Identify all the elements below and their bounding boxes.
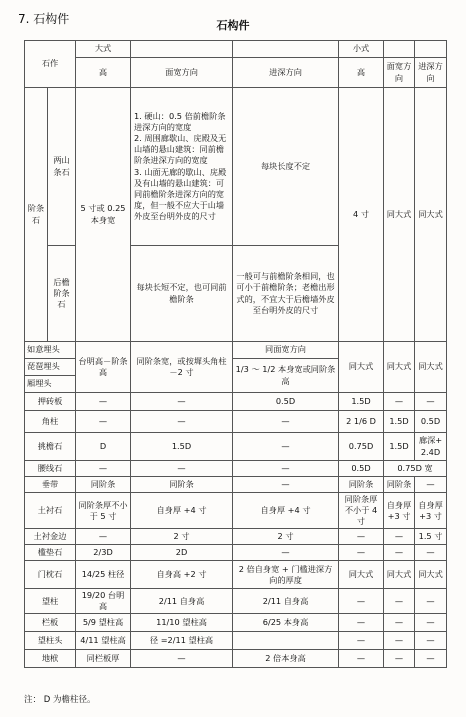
cell-depth: 2/11 自身高: [233, 589, 339, 614]
header-blank-3: [384, 41, 415, 58]
cell-width: 径 =2/11 望柱高: [131, 632, 233, 650]
cell-small-depth: —: [415, 614, 447, 632]
header-height: 高: [76, 58, 131, 88]
header-small-style: 小式: [339, 41, 384, 58]
header-depth-direction: 进深方向: [233, 58, 339, 88]
cell-small-height: —: [339, 650, 384, 668]
table-row: [25, 545, 447, 561]
maitou-depth-bottom: 1/3 ～ 1/2 本身宽或同阶条高: [233, 359, 339, 393]
row-label: 腰线石: [25, 461, 76, 477]
header-small-depth: 进深方向: [415, 58, 447, 88]
cell-small-depth: 同大式: [415, 561, 447, 589]
stone-components-table: [24, 40, 447, 668]
table-row: [25, 493, 447, 529]
jietiaoshi-small-depth: 同大式: [415, 88, 447, 342]
cell-height: —: [76, 393, 131, 411]
table-row-ruyi-maitou: [25, 342, 447, 359]
cell-depth: 2 倍自身宽 + 门槛进深方向的厚度: [233, 561, 339, 589]
table-row: [25, 561, 447, 589]
cell-width: 2 寸: [131, 529, 233, 545]
cell-small-depth: 0.5D: [415, 411, 447, 433]
cell-small-height: —: [339, 589, 384, 614]
row-label: 挑檐石: [25, 433, 76, 461]
cell-small-depth: —: [415, 393, 447, 411]
cell-width: —: [131, 650, 233, 668]
table-row: [25, 589, 447, 614]
cell-small-width: 自身厚+3 寸: [384, 493, 415, 529]
cell-width: 2D: [131, 545, 233, 561]
cell-width: —: [131, 393, 233, 411]
table-row: [25, 529, 447, 545]
cell-small-width: 同阶条: [384, 477, 415, 493]
footnote: 注： D 为檐柱径。: [24, 695, 96, 705]
cell-width: 2/11 自身高: [131, 589, 233, 614]
header-small-width: 面宽方向: [384, 58, 415, 88]
row-label: 土衬石: [25, 493, 76, 529]
cell-small-height: —: [339, 529, 384, 545]
cell-small-depth: —: [415, 545, 447, 561]
cell-depth: 2 寸: [233, 529, 339, 545]
header-small-height: 高: [339, 58, 384, 88]
cell-depth: 0.5D: [233, 393, 339, 411]
row-label: 望柱头: [25, 632, 76, 650]
cell-small-width: 1.5D: [384, 411, 415, 433]
jietiaoshi-depth-text-2: 一般可与前檐阶条相同，也可小于前檐阶条；老檐出形式的，不宜大于后檐墙外皮至台明外皮的尺寸: [233, 246, 339, 342]
cell-height: —: [76, 529, 131, 545]
cell-small-width: —: [384, 614, 415, 632]
cell-width: 11/10 望柱高: [131, 614, 233, 632]
header-blank-2: [233, 41, 339, 58]
cell-small-width: —: [384, 632, 415, 650]
cell-width: 1.5D: [131, 433, 233, 461]
cell-small-height: 同阶条厚不小于 4 寸: [339, 493, 384, 529]
cell-height: 19/20 台明高: [76, 589, 131, 614]
cell-small-depth: 1.5 寸: [415, 529, 447, 545]
row-label: 土衬金边: [25, 529, 76, 545]
cell-height: 4/11 望柱高: [76, 632, 131, 650]
jietiaoshi-small-height: 4 寸: [339, 88, 384, 342]
cell-small-width: —: [384, 545, 415, 561]
cell-height: 5/9 望柱高: [76, 614, 131, 632]
cell-small-height: 0.5D: [339, 461, 384, 477]
cell-small-depth: —: [415, 477, 447, 493]
cell-height: 2/3D: [76, 545, 131, 561]
cell-small-width: 同大式: [384, 561, 415, 589]
cell-small-width: —: [384, 393, 415, 411]
cell-small-width-depth: 0.75D 宽: [384, 461, 447, 477]
cell-small-height: 1.5D: [339, 393, 384, 411]
jietiaoshi-height: 5 寸或 0.25 本身宽: [76, 88, 131, 342]
header-row-2: [25, 58, 447, 88]
cell-small-depth: —: [415, 589, 447, 614]
row-label: 门枕石: [25, 561, 76, 589]
row-label: 垂带: [25, 477, 76, 493]
sub-label-houyan: 后檐阶条石: [48, 246, 76, 342]
row-label: 槛垫石: [25, 545, 76, 561]
table-row-jietiaoshi-1: [25, 88, 447, 246]
cell-small-depth: 自身厚+3 寸: [415, 493, 447, 529]
cell-small-height: 同大式: [339, 561, 384, 589]
cell-depth: —: [233, 433, 339, 461]
cell-small-height: 2 1/6 D: [339, 411, 384, 433]
table-row: [25, 433, 447, 461]
cell-small-height: 同阶条: [339, 477, 384, 493]
cell-small-width: —: [384, 650, 415, 668]
cell-height: 14/25 柱径: [76, 561, 131, 589]
cell-small-width: 1.5D: [384, 433, 415, 461]
table-row: [25, 393, 447, 411]
maitou-height: 台明高－阶条高: [76, 342, 131, 393]
maitou-depth-top: 同面宽方向: [233, 342, 339, 359]
cell-height: 同阶条厚不小于 5 寸: [76, 493, 131, 529]
cell-height: D: [76, 433, 131, 461]
cell-height: 同阶条: [76, 477, 131, 493]
row-label-pipa-maitou: 琵琶埋头: [25, 359, 76, 376]
maitou-small-width: 同大式: [384, 342, 415, 393]
section-title: 7. 石构件: [18, 12, 70, 26]
row-label-ruyi-maitou: 如意埋头: [25, 342, 76, 359]
cell-height: —: [76, 461, 131, 477]
table-row: [25, 632, 447, 650]
jietiaoshi-width-text: 1. 硬山：0.5 倍前檐阶条进深方向的宽度 2. 周围廊歇山、庑殿及无山墙的悬山建筑：同前檐阶条进深方向的宽度 3. 山面无廊的歇山、庑殿及有山墙的悬山建筑：可同前檐阶条进深方向的宽度，但一般不应大于山墙外皮至台明外皮的尺寸: [131, 88, 233, 246]
cell-small-width: —: [384, 529, 415, 545]
cell-depth: [233, 632, 339, 650]
cell-depth: —: [233, 411, 339, 433]
jietiaoshi-depth-text-1: 每块长度不定: [233, 88, 339, 246]
cell-depth: —: [233, 477, 339, 493]
header-stonework: 石作: [25, 41, 76, 88]
cell-depth: 2 倍本身高: [233, 650, 339, 668]
row-label: 地栿: [25, 650, 76, 668]
table-row: [25, 477, 447, 493]
row-label: 押砖板: [25, 393, 76, 411]
cell-small-height: 0.75D: [339, 433, 384, 461]
row-label-xiang-maitou: 厢埋头: [25, 376, 76, 393]
cell-width: —: [131, 461, 233, 477]
cell-small-width: —: [384, 589, 415, 614]
header-blank-4: [415, 41, 447, 58]
cell-small-depth: —: [415, 632, 447, 650]
maitou-small-height: 同大式: [339, 342, 384, 393]
table-row: [25, 411, 447, 433]
jietiaoshi-width-text-2: 每块长短不定，也可同前檐阶条: [131, 246, 233, 342]
cell-small-depth: 廊深+2.4D: [415, 433, 447, 461]
cell-small-height: —: [339, 632, 384, 650]
cell-width: 自身高 +2 寸: [131, 561, 233, 589]
header-large-style: 大式: [76, 41, 131, 58]
header-blank-1: [131, 41, 233, 58]
cell-small-depth: —: [415, 650, 447, 668]
cell-height: 同栏板厚: [76, 650, 131, 668]
row-label: 角柱: [25, 411, 76, 433]
maitou-small-depth: 同大式: [415, 342, 447, 393]
row-label: 栏板: [25, 614, 76, 632]
cell-width: 自身厚 +4 寸: [131, 493, 233, 529]
sub-label-liangshan: 两山条石: [48, 88, 76, 246]
row-label: 望柱: [25, 589, 76, 614]
cell-depth: 6/25 本身高: [233, 614, 339, 632]
header-row-1: [25, 41, 447, 58]
maitou-width: 同阶条宽，或按墀头角柱－2 寸: [131, 342, 233, 393]
group-label-jietiaoshi: 阶条石: [25, 88, 48, 342]
cell-width: 同阶条: [131, 477, 233, 493]
table-row: [25, 614, 447, 632]
cell-depth: —: [233, 545, 339, 561]
cell-depth: —: [233, 461, 339, 477]
cell-small-height: —: [339, 545, 384, 561]
header-width-direction: 面宽方向: [131, 58, 233, 88]
cell-depth: 自身厚 +4 寸: [233, 493, 339, 529]
cell-height: —: [76, 411, 131, 433]
cell-small-height: —: [339, 614, 384, 632]
jietiaoshi-small-width: 同大式: [384, 88, 415, 342]
table-title: 石构件: [216, 19, 250, 32]
table-row: [25, 461, 447, 477]
cell-width: —: [131, 411, 233, 433]
table-row: [25, 650, 447, 668]
